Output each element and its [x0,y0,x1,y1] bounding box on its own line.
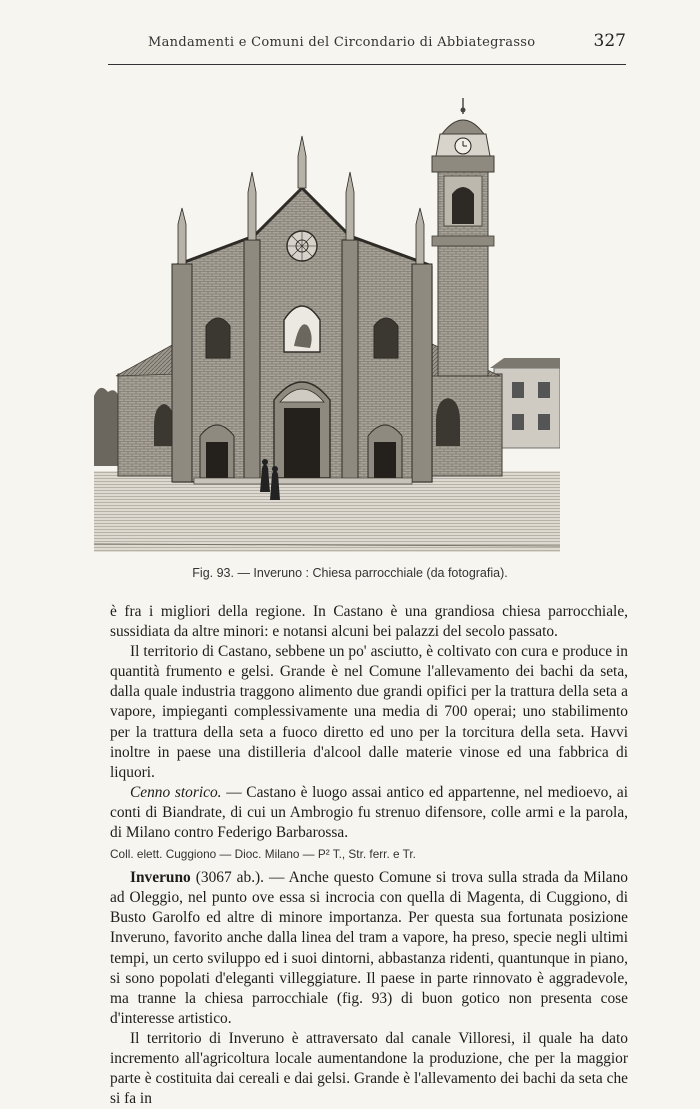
electoral-note: Coll. elett. Cuggiono — Dioc. Milano — P² T., Str. ferr. e Tr. [110,847,416,862]
paragraph-2: Il territorio di Castano, sebbene un po' asciutto, è coltivato con cura e produce in quantità frumento e gelsi. Grande è nel Comune l'allevamento dei bachi da seta, dalla quale industria traggono alimento due grandi opifici per la trattura della seta a vapore, impieganti complessivamente una media di 700 operai; uno stabilimento per la trattura della seta a fuoco diretto ed uno per la torcitura della seta. Havvi inoltre in paese una distilleria d'alcool dalle materie vinose ed una fabbrica di liquori. [110,643,628,781]
header-rule [108,64,626,65]
trees [94,388,120,466]
paragraph-4 [110,868,628,1029]
cenno-storico-lead: Cenno storico. [130,783,222,801]
paragraph-3-text: — Castano è luogo assai antico ed appartenne, nel medioevo, ai conti di Biandrate, di cui un Ambrogio fu strenuo difensore, colle armi e la parola, di Milano contro Federigo Barbarossa. [110,783,628,842]
paragraph-4-text: (3067 ab.). — Anche questo Comune si trova sulla strada da Milano ad Oleggio, nel punto ove essa si incrocia con quella di Magenta, di Cuggiono, di Busto Garolfo ed altre di minore importanza. Per questa sua fortunata posizione Inveruno, favorito anche dalla linea del tram a vapore, ha preso, specie negli ultimi tempi, un certo sviluppo ed i suoi dintorni, abbastanza ridenti, quantunque in piano, si sono popolati d'eleganti villeggiature. Il paese in parte rinnovato è aggradevole, ma tranne la chiesa parrocchiale (fig. 93) di buon gotico non presenta cose d'interesse artistico. [110,869,628,1027]
inveruno-lead: Inveruno [130,869,191,887]
paragraph-5: Il territorio di Inveruno è attraversato dal canale Villoresi, il quale ha dato incremento all'agricoltura locale aumentandone la produzione, che per la maggior parte è costituita dai cereali e dai gelsi. Grande è l'allevamento dei bachi da seta che si fa in [110,1029,628,1108]
running-title: Mandamenti e Comuni del Circondario di Abbiategrasso [148,35,536,50]
page-number: 327 [593,31,626,51]
church-illustration [94,96,560,552]
church-facade [172,136,432,484]
church-engraving [94,96,560,552]
body-text [110,602,628,1109]
page-header [108,30,626,54]
figure-caption: Fig. 93. — Inveruno : Chiesa parrocchiale (da fotografia). [192,566,508,580]
bell-tower [432,98,494,376]
paragraph-3 [110,783,628,843]
paragraph-1: è fra i migliori della regione. In Castano è una grandiosa chiesa parrocchiale, sussidiata da altre minori: e notansi alcuni bei palazzi del secolo passato. [110,603,628,641]
